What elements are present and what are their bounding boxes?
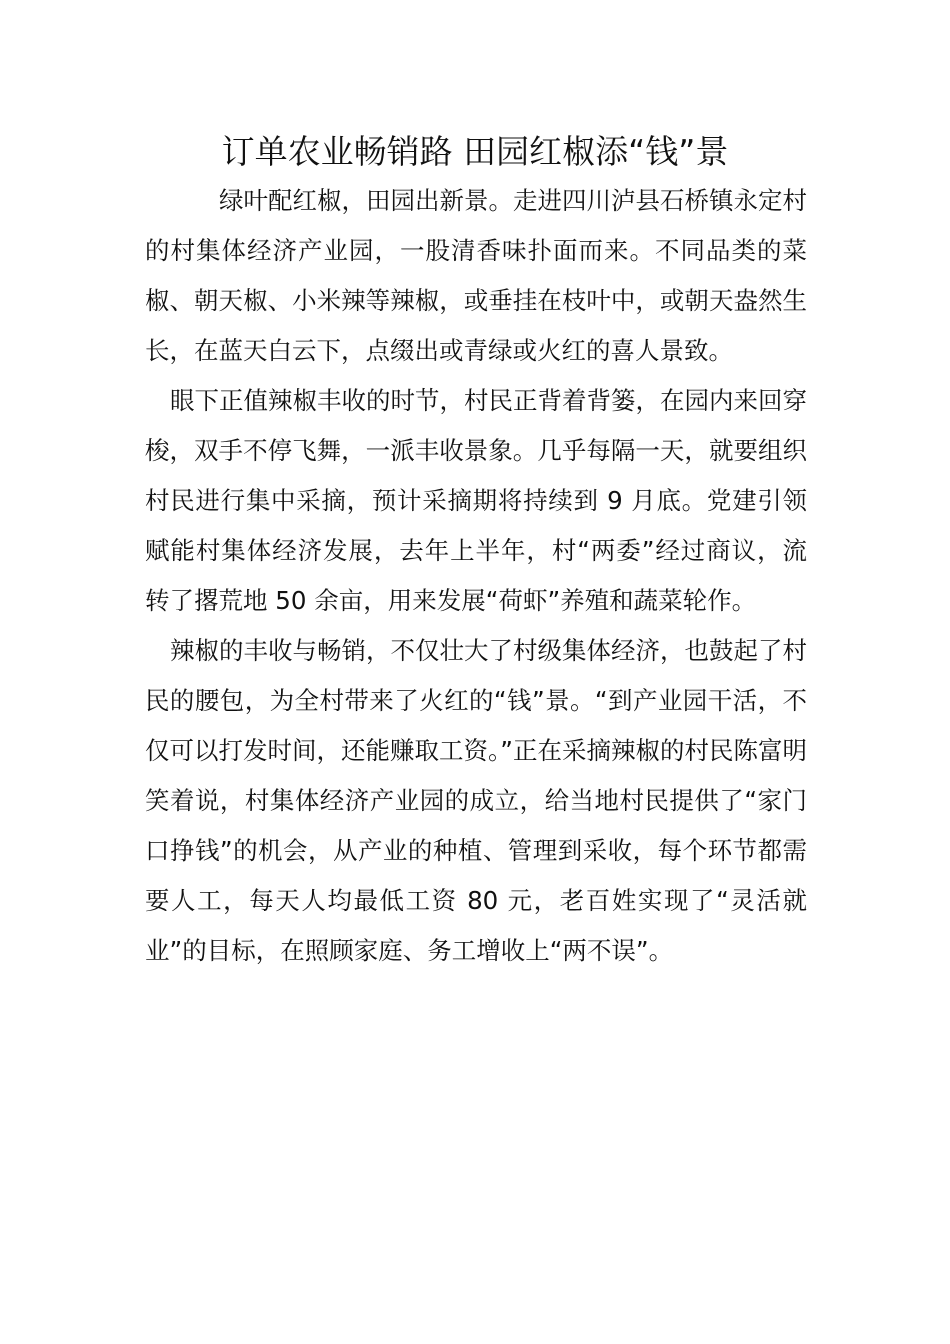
paragraph-3: 辣椒的丰收与畅销，不仅壮大了村级集体经济，也鼓起了村民的腰包，为全村带来了火红的“钱”景。“到产业园干活，不仅可以打发时间，还能赚取工资。”正在采摘辣椒的村民陈富明笑着说，村集体经济产业园的成立，给当地村民提供了“家门口挣钱”的机会，从产业的种植、管理到采收，每个环节都需要人工，每天人均最低工资 80 元，老百姓实现了“灵活就业”的目标，在照顾家庭、务工增收上“两不误”。 [145,636,807,965]
paragraph-2: 眼下正值辣椒丰收的时节，村民正背着背篓，在园内来回穿梭，双手不停飞舞，一派丰收景象。几乎每隔一天，就要组织村民进行集中采摘，预计采摘期将持续到 9 月底。党建引领赋能村集体经济发展，去年上半年，村“两委”经过商议，流转了撂荒地 50 余亩，用来发展“荷虾”养殖和蔬菜轮作。 [145,386,807,615]
document-body [145,176,807,976]
paragraph-1: 绿叶配红椒，田园出新景。走进四川泸县石桥镇永定村的村集体经济产业园，一股清香味扑面而来。不同品类的菜椒、朝天椒、小米辣等辣椒，或垂挂在枝叶中，或朝天盎然生长，在蓝天白云下，点缀出或青绿或火红的喜人景致。 [145,186,807,365]
document-title: 订单农业畅销路 田园红椒添“钱”景 [221,132,729,171]
